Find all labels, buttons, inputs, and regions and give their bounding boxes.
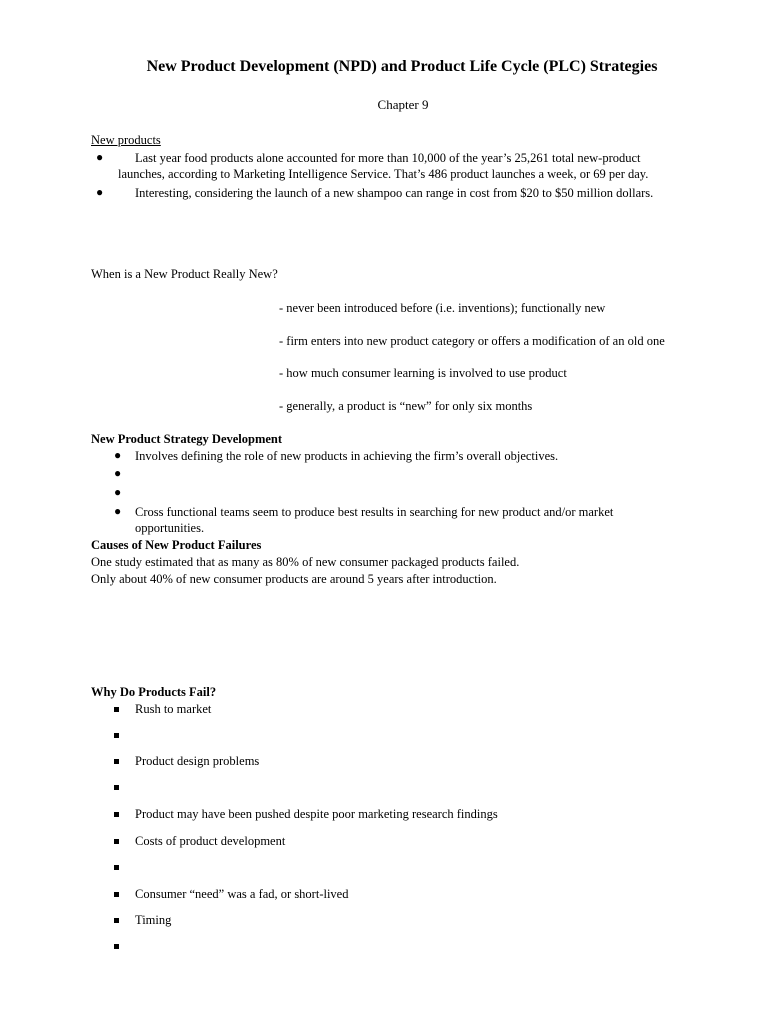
bullet-dot-icon: ● — [96, 185, 104, 199]
really-new-point-4: - generally, a product is “new” for only six months — [279, 399, 533, 413]
really-new-point-1: - never been introduced before (i.e. inventions); functionally new — [279, 301, 606, 315]
really-new-question: When is a New Product Really New? — [91, 267, 278, 281]
document-title: New Product Development (NPD) and Product Life Cycle (PLC) Strategies — [146, 58, 658, 75]
bullet-dot-icon: ● — [96, 150, 104, 164]
why-fail-item-3: Product design problems — [135, 754, 260, 768]
strategy-bullet-4-line-1: Cross functional teams seem to produce best results in searching for new product and/or market — [135, 505, 614, 519]
new-products-bullet-1-line-2: launches, according to Marketing Intelligence Service. That’s 486 product launches a week, or 69 per day. — [118, 167, 649, 181]
strategy-bullet-1: Involves defining the role of new products in achieving the firm’s overall objectives. — [135, 449, 559, 463]
square-bullet-icon — [114, 865, 119, 870]
square-bullet-icon — [114, 944, 119, 949]
square-bullet-icon — [114, 785, 119, 790]
failures-line-1: One study estimated that as many as 80% of new consumer packaged products failed. — [91, 555, 520, 569]
why-fail-item-6: Costs of product development — [135, 834, 286, 848]
square-bullet-icon — [114, 839, 119, 844]
square-bullet-icon — [114, 918, 119, 923]
square-bullet-icon — [114, 707, 119, 712]
failures-line-2: Only about 40% of new consumer products are around 5 years after introduction. — [91, 572, 497, 586]
why-fail-item-8: Consumer “need” was a fad, or short-lived — [135, 887, 349, 901]
new-products-bullet-1-line-1: Last year food products alone accounted for more than 10,000 of the year’s 25,261 total new-product — [135, 151, 641, 165]
chapter-label: Chapter 9 — [377, 97, 429, 112]
new-products-bullet-2: Interesting, considering the launch of a new shampoo can range in cost from $20 to $50 million dollars. — [135, 186, 654, 200]
square-bullet-icon — [114, 892, 119, 897]
strategy-heading: New Product Strategy Development — [91, 432, 283, 446]
why-fail-item-1: Rush to market — [135, 702, 212, 716]
bullet-dot-icon: ● — [114, 448, 122, 462]
new-products-heading: New products — [91, 133, 161, 147]
failures-heading: Causes of New Product Failures — [91, 538, 262, 552]
bullet-dot-icon: ● — [114, 485, 122, 499]
really-new-point-2: - firm enters into new product category or offers a modification of an old one — [279, 334, 665, 348]
why-fail-item-9: Timing — [135, 913, 172, 927]
square-bullet-icon — [114, 733, 119, 738]
bullet-dot-icon: ● — [114, 504, 122, 518]
why-fail-heading: Why Do Products Fail? — [91, 685, 217, 699]
really-new-point-3: - how much consumer learning is involved to use product — [279, 366, 567, 380]
square-bullet-icon — [114, 759, 119, 764]
why-fail-item-5: Product may have been pushed despite poor marketing research findings — [135, 807, 498, 821]
strategy-bullet-4-line-2: opportunities. — [135, 521, 205, 535]
bullet-dot-icon: ● — [114, 466, 122, 480]
square-bullet-icon — [114, 812, 119, 817]
